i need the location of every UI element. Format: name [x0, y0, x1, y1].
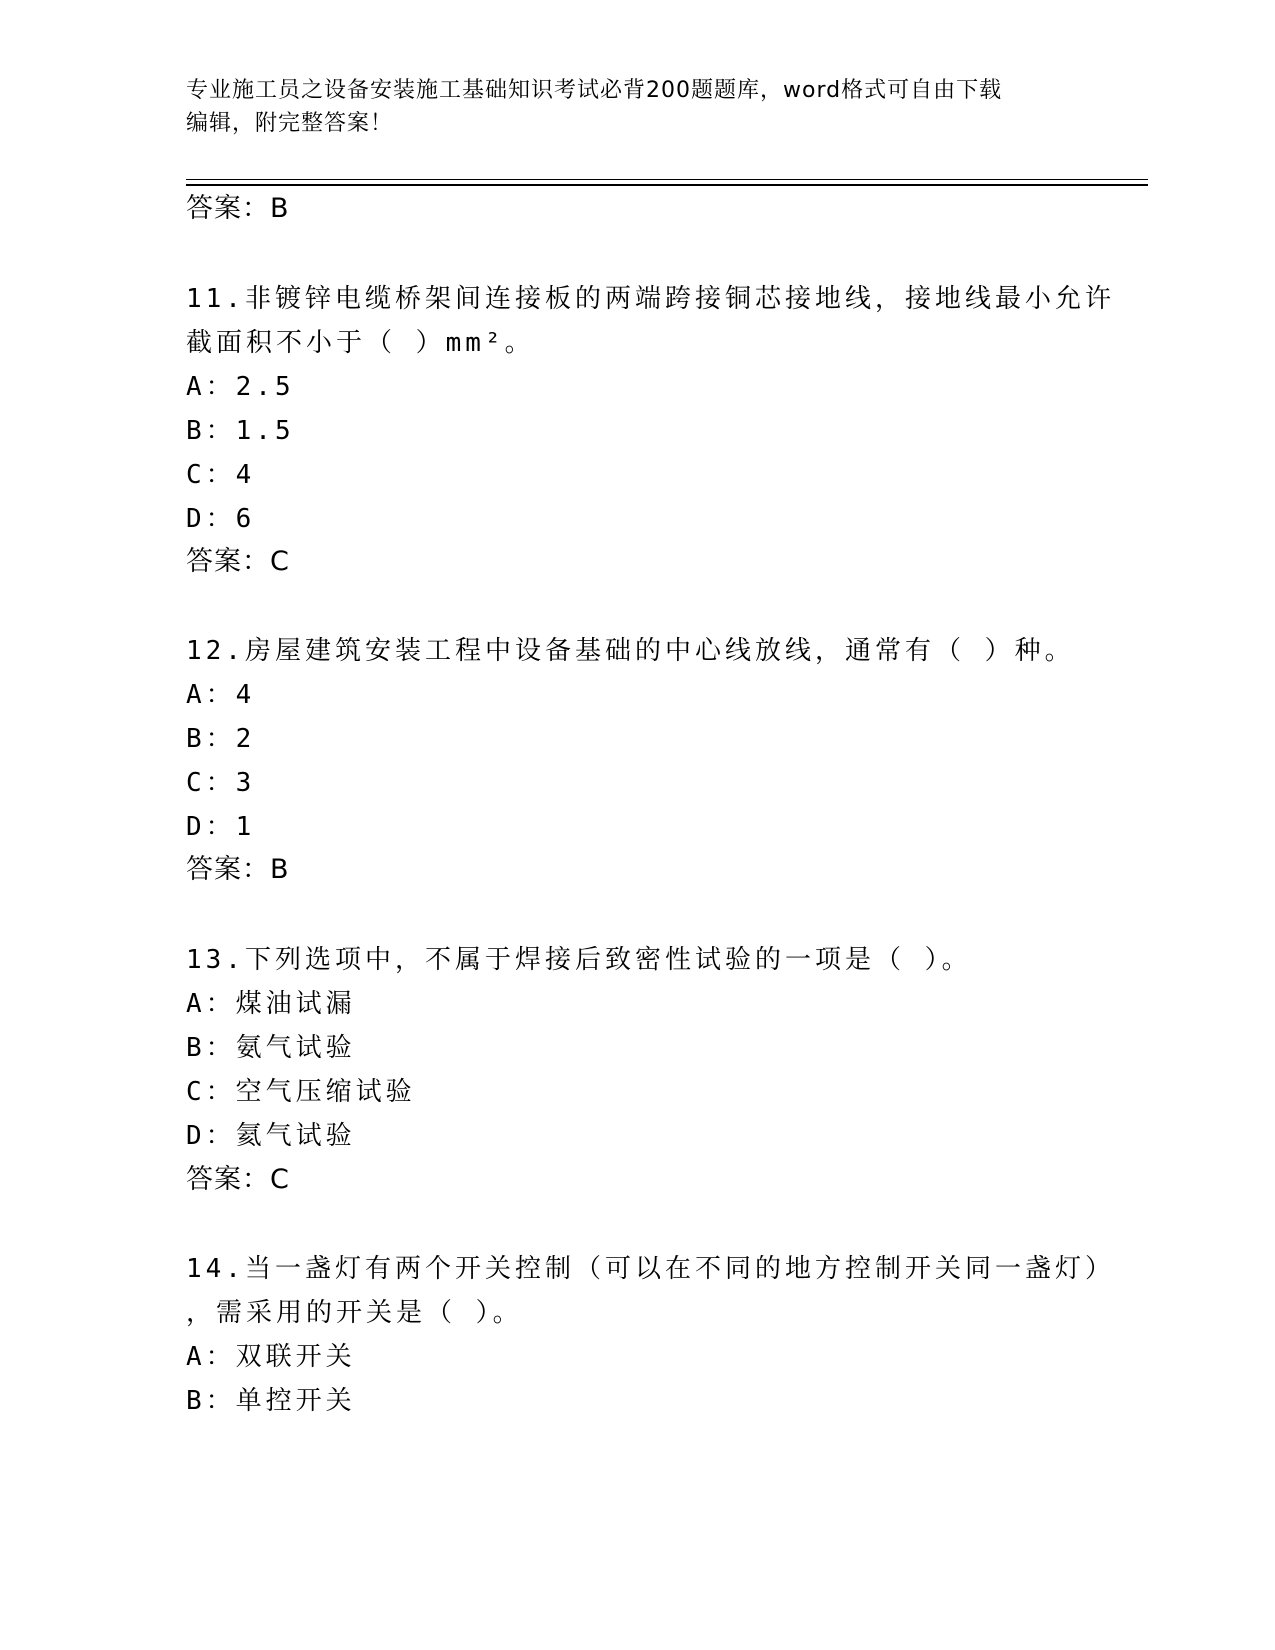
question-13-option-b: B：氨气试验: [186, 1033, 356, 1063]
header-title-line-1: 专业施工员之设备安装施工基础知识考试必背200题题库，word格式可自由下载: [186, 78, 1003, 103]
question-13-option-a: A：煤油试漏: [186, 989, 356, 1019]
question-12-option-d: D：1: [186, 812, 256, 842]
header-title-line-2: 编辑，附完整答案！: [186, 111, 394, 136]
answer-q11: 答案：C: [186, 546, 290, 577]
question-12-option-a: A：4: [186, 680, 256, 710]
question-11-option-b: B：1.5: [186, 416, 295, 446]
question-11-text-line-2: 截面积不小于（ ）mm²。: [186, 328, 535, 358]
question-13-text-line-1: 13.下列选项中，不属于焊接后致密性试验的一项是（ ）。: [186, 945, 972, 975]
header-divider-thin: [186, 179, 1148, 180]
answer-q13: 答案：C: [186, 1164, 290, 1195]
answer-q12: 答案：B: [186, 854, 290, 885]
question-12-option-c: C：3: [186, 768, 256, 798]
question-14-text-line-2: ，需采用的开关是（ ）。: [186, 1298, 523, 1328]
question-13-option-c: C：空气压缩试验: [186, 1077, 416, 1107]
question-14-option-b: B：单控开关: [186, 1386, 356, 1416]
question-12-option-b: B：2: [186, 724, 256, 754]
header-divider-thick: [186, 184, 1148, 186]
question-14-option-a: A：双联开关: [186, 1342, 356, 1372]
question-11-option-d: D：6: [186, 504, 256, 534]
answer-q10: 答案：B: [186, 193, 290, 224]
question-12-text-line-1: 12.房屋建筑安装工程中设备基础的中心线放线，通常有（ ）种。: [186, 636, 1075, 666]
question-14-text-line-1: 14.当一盏灯有两个开关控制（可以在不同的地方控制开关同一盏灯）: [186, 1254, 1115, 1284]
question-11-text-line-1: 11.非镀锌电缆桥架间连接板的两端跨接铜芯接地线，接地线最小允许: [186, 284, 1115, 314]
question-13-option-d: D：氦气试验: [186, 1121, 356, 1151]
question-11-option-a: A：2.5: [186, 372, 295, 402]
question-11-option-c: C：4: [186, 460, 256, 490]
document-header: [186, 74, 1086, 140]
